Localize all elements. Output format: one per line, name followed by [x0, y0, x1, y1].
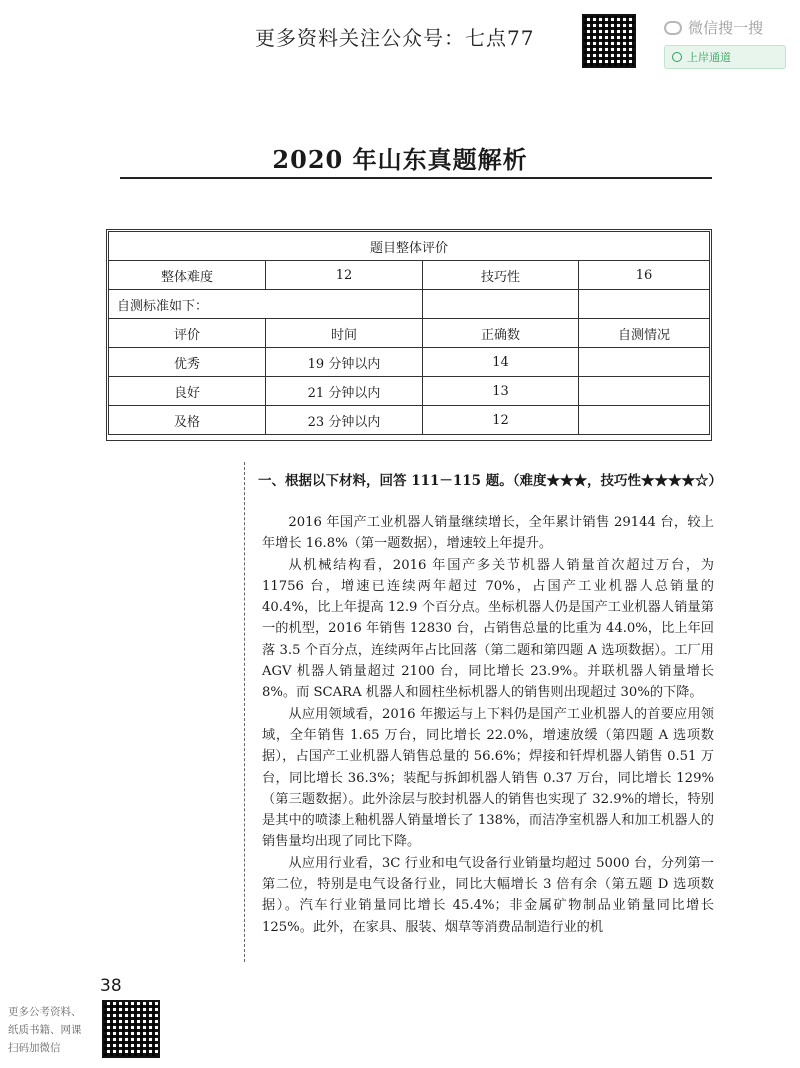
evaluation-table [108, 231, 710, 435]
table-cell: 13 [423, 377, 579, 406]
paragraph: 从应用行业看，3C 行业和电气设备行业销量均超过 5000 台，分列第一第二位，特别是电气设备行业，同比大幅增长 3 倍有余（第五题 D 选项数据）。汽车行业销量同比增长 45.4%；非金属矿物制品业销量同比增长 125%。此外，在家具、服装、烟草等消费品制造行业的机 [262, 855, 714, 935]
title-rule [120, 177, 712, 179]
banner-text: 更多资料关注公众号：七点77 [255, 26, 535, 50]
table-row [109, 261, 710, 290]
table-cell: 23 分钟以内 [266, 406, 423, 435]
table-cell [579, 377, 710, 406]
table-row [109, 377, 710, 406]
side-note-line: 更多公考资料、 [8, 1006, 82, 1018]
table-cell: 12 [423, 406, 579, 435]
table-cell: 16 [579, 261, 710, 290]
table-cell: 12 [266, 261, 423, 290]
table-cell: 21 分钟以内 [266, 377, 423, 406]
table-cell: 整体难度 [109, 261, 266, 290]
column-header: 正确数 [423, 319, 579, 348]
wechat-search-label[interactable] [664, 17, 763, 38]
table-cell: 良好 [109, 377, 266, 406]
page-title: 2020 年山东真题解析 [272, 145, 528, 174]
paragraph: 2016 年国产工业机器人销量继续增长，全年累计销售 29144 台，较上年增长 16.8%（第一题数据），增速较上年提升。 [262, 515, 714, 552]
table-cell [579, 406, 710, 435]
table-header-row [109, 232, 710, 261]
table-columns-row [109, 319, 710, 348]
criteria-label: 自测标准如下： [109, 290, 423, 319]
column-header: 时间 [266, 319, 423, 348]
side-note [8, 1003, 82, 1057]
column-header: 自测情况 [579, 319, 710, 348]
paragraph: 从应用领域看，2016 年搬运与上下料仍是国产工业机器人的首要应用领域，全年销售 1.65 万台，同比增长 22.0%，增速放缓（第四题 A 选项数据），占国产工业机器人销售总量的 56.6%；焊接和钎焊机器人销售 0.51 万台，同比增长 36.3%；装配与拆卸机器人销售 0.37 万台，同比增长 129%（第三题数据）。此外涂层与胶封机器人的销售也实现了 32.9%的增长，特别是其中的喷漆上釉机器人销量增长了 138%，而洁净室机器人和加工机器人的销售量均出现了同比下降。 [262, 706, 714, 850]
wechat-icon [664, 21, 682, 35]
table-cell: 技巧性 [423, 261, 579, 290]
wechat-label: 微信搜一搜 [688, 19, 764, 37]
table-cell: 及格 [109, 406, 266, 435]
table-row [109, 406, 710, 435]
table-cell [579, 290, 710, 319]
qr-code-icon [102, 1000, 160, 1058]
table-row [109, 348, 710, 377]
section-heading: 一、根据以下材料，回答 111－115 题。（难度★★★，技巧性★★★★☆） [258, 473, 723, 489]
margin-dashed-line [244, 462, 245, 962]
search-icon [672, 52, 682, 62]
table-cell: 14 [423, 348, 579, 377]
table-row [109, 290, 710, 319]
side-note-line: 扫码加微信 [8, 1042, 61, 1054]
page-number: 38 [100, 976, 122, 996]
table-header: 题目整体评价 [109, 232, 710, 261]
paragraph: 从机械结构看，2016 年国产多关节机器人销量首次超过万台，为 11756 台，增速已连续两年超过 70%，占国产工业机器人总销量的 40.4%，比上年提高 12.9 个百分点。坐标机器人仍是国产工业机器人销量第一的机型，2016 年销售 12830 台，占销售总量的比重为 44.0%，比上年回落 3.5 个百分点，连续两年占比回落（第二题和第四题 A 选项数据）。工厂用 AGV 机器人销量超过 2100 台，同比增长 23.9%。并联机器人销量增长 8%。而 SCARA 机器人和圆柱坐标机器人的销售则出现超过 30%的下降。 [262, 557, 714, 701]
search-pill-button[interactable] [664, 45, 786, 69]
qr-code-icon [582, 14, 636, 68]
table-cell [579, 348, 710, 377]
table-cell: 优秀 [109, 348, 266, 377]
material-body [262, 512, 714, 938]
search-pill-label: 上岸通道 [687, 51, 731, 64]
column-header: 评价 [109, 319, 266, 348]
side-note-line: 纸质书籍、网课 [8, 1024, 82, 1036]
table-cell: 19 分钟以内 [266, 348, 423, 377]
table-cell [423, 290, 579, 319]
